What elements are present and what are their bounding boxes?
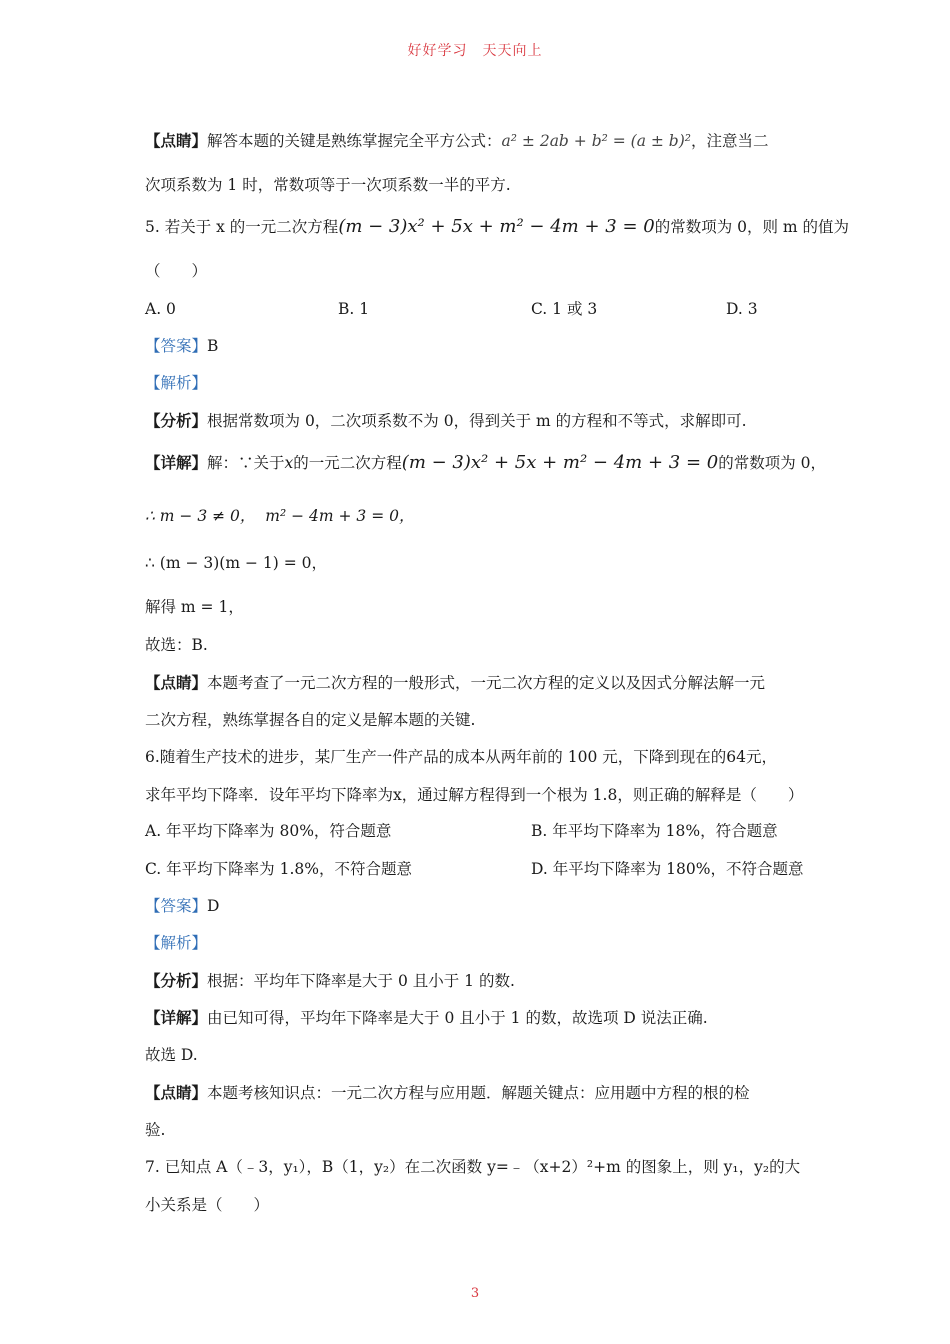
q5-stem-a: 5. 若关于 x 的一元二次方程: [145, 218, 339, 236]
dianjing-tag: 【点睛】: [145, 1083, 208, 1102]
q5-dianjing-2: 二次方程，熟练掌握各自的定义是解本题的关键.: [145, 711, 476, 729]
review-line-1: [145, 130, 769, 152]
q5-option-a: A. 0: [145, 300, 176, 318]
q6-option-a: A. 年平均下降率为 80%，符合题意: [145, 822, 392, 840]
answer-tag: 【答案】: [145, 897, 208, 915]
xiangjie-tag: 【详解】: [145, 1008, 208, 1027]
q5-paren: （ ）: [145, 262, 208, 280]
q6-option-c: C. 年平均下降率为 1.8%，不符合题意: [145, 860, 412, 878]
q5-option-b: B. 1: [338, 300, 370, 318]
xiangjie-a: 解：∵关于: [207, 454, 285, 472]
xiangjie-b: 的一元二次方程: [293, 454, 402, 472]
page-header: 好好学习 天天向上: [407, 43, 543, 59]
step1-b: m² − 4m + 3 = 0，: [265, 507, 415, 525]
fenxi-tag: 【分析】: [145, 411, 208, 430]
review-text: 解答本题的关键是熟练掌握完全平方公式：: [207, 132, 502, 150]
q5-step4: 故选：B.: [145, 636, 208, 654]
q6-line-1: 6.随着生产技术的进步，某厂生产一件产品的成本从两年前的 100 元，下降到现在的64元，: [145, 748, 777, 766]
xiangjie-text: 由已知可得，平均年下降率是大于 0 且小于 1 的数，故选项 D 说法正确.: [207, 1009, 708, 1027]
answer-value: D: [207, 897, 220, 915]
q5-equation: (m − 3)x² + 5x + m² − 4m + 3 = 0: [338, 216, 655, 237]
q5-analysis-tag: 【解析】: [145, 374, 208, 392]
xiangjie-c: 的常数项为 0，: [718, 454, 826, 472]
q5-stem-b: 的常数项为 0，则 m 的值为: [654, 218, 850, 236]
q5-option-c: C. 1 或 3: [531, 300, 598, 318]
review-line-2: 次项系数为 1 时，常数项等于一次项系数一半的平方.: [145, 176, 511, 194]
q5-step2: ∴ (m − 3)(m − 1) = 0，: [145, 554, 327, 572]
dianjing-tag: 【点睛】: [145, 131, 208, 150]
q6-fenxi: [145, 970, 515, 992]
q6-xiangjie: [145, 1007, 708, 1029]
q6-dianjing-1: [145, 1082, 750, 1104]
page-number: 3: [470, 1286, 480, 1301]
fenxi-tag: 【分析】: [145, 971, 208, 990]
q7-line-2: 小关系是（ ）: [145, 1196, 270, 1214]
xiangjie-tag: 【详解】: [145, 453, 208, 472]
q6-option-b: B. 年平均下降率为 18%，符合题意: [531, 822, 778, 840]
dianjing-text: 本题考查了一元二次方程的一般形式，一元二次方程的定义以及因式分解法解一元: [207, 674, 766, 692]
dianjing-tag: 【点睛】: [145, 673, 208, 692]
q5-fenxi: [145, 410, 747, 432]
q7-line-1: 7. 已知点 A（﹣3，y₁），B（1，y₂）在二次函数 y=﹣（x+2）²+m 的图象上，则 y₁，y₂的大: [145, 1158, 801, 1176]
xiangjie-equation: (m − 3)x² + 5x + m² − 4m + 3 = 0: [401, 452, 719, 473]
dianjing-text: 本题考核知识点：一元二次方程与应用题．解题关键点：应用题中方程的根的检: [207, 1084, 750, 1102]
q5-step1: [145, 505, 414, 527]
answer-value: B: [207, 337, 219, 355]
step1-a: ∴ m − 3 ≠ 0，: [145, 507, 256, 525]
q6-answer: [145, 895, 219, 917]
q5-step3: 解得 m = 1，: [145, 598, 244, 616]
review-tail: ，注意当二: [690, 132, 769, 150]
q6-analysis-tag: 【解析】: [145, 934, 208, 952]
q5-dianjing-1: [145, 672, 765, 694]
q6-line-2: 求年平均下降率．设年平均下降率为x，通过解方程得到一个根为 1.8，则正确的解释是（ ）: [145, 786, 804, 804]
answer-tag: 【答案】: [145, 337, 208, 355]
xiangjie-var: x: [284, 454, 294, 472]
q6-option-d: D. 年平均下降率为 180%，不符合题意: [531, 860, 804, 878]
fenxi-text: 根据：平均年下降率是大于 0 且小于 1 的数.: [207, 972, 515, 990]
q6-choose: 故选 D.: [145, 1046, 198, 1064]
q5-answer: [145, 335, 218, 357]
q5-option-d: D. 3: [726, 300, 758, 318]
q6-dianjing-2: 验.: [145, 1121, 166, 1139]
q5-xiangjie: [145, 452, 826, 474]
q5-stem: [145, 216, 849, 238]
fenxi-text: 根据常数项为 0，二次项系数不为 0，得到关于 m 的方程和不等式，求解即可.: [207, 412, 747, 430]
square-formula: a² ± 2ab + b² = (a ± b)²: [501, 132, 691, 150]
